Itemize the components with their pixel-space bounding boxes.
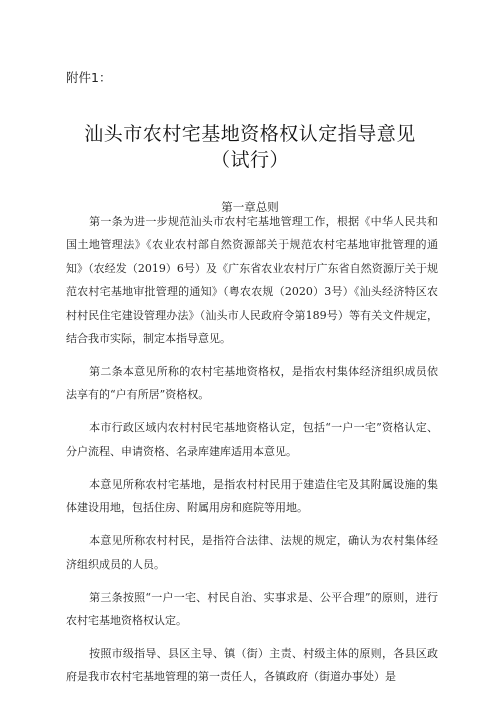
document-subtitle: （试行）	[210, 149, 289, 171]
chapter-heading: 第一章总则	[221, 200, 279, 214]
document-title: 汕头市农村宅基地资格权认定指导意见	[84, 123, 416, 145]
attachment-label: 附件1：	[66, 70, 112, 85]
paragraph-villager-definition: 本意见所称农村村民，是指符合法律、法规的规定，确认为农村集体经济组织成员的人员。	[66, 534, 438, 571]
paragraph-article-1: 第一条为进一步规范汕头市农村宅基地管理工作，根据《中华人民共和国土地管理法》《农业农村部自然资源部关于规范农村宅基地审批管理的通知》（农经发（2019）6号）及《广东省农业农村厅广东省自然资源厅关于规范农村宅基地审批管理的通知》（粤农农规（2020）3号）《汕头经济特区农村村民住宅建设管理办法》（汕头市人民政府令第189号）等有关文件规定，结合我市实际，制定本指导意见。	[66, 215, 438, 346]
paragraph-article-3: 第三条按照“一户一宅、村民自治、实事求是、公平合理”的原则，进行农村宅基地资格权认定。	[66, 590, 438, 628]
paragraph-article-2: 第二条本意见所称的农村宅基地资格权，是指农村集体经济组织成员依法享有的“户有所居”资格权。	[66, 365, 438, 402]
paragraph-responsibility: 按照市级指导、县区主导、镇（街）主责、村级主体的原则，各县区政府是我市农村宅基地管理的第一责任人，各镇政府（街道办事处）是	[66, 647, 438, 684]
paragraph-scope: 本市行政区域内农村村民宅基地资格认定，包括“一户一宅”资格认定、分户流程、申请资格、名录库建库适用本意见。	[66, 421, 438, 458]
document-body	[66, 210, 438, 698]
paragraph-homestead-definition: 本意见所称农村宅基地，是指农村村民用于建造住宅及其附属设施的集体建设用地，包括住房、附属用房和庭院等用地。	[66, 477, 438, 515]
